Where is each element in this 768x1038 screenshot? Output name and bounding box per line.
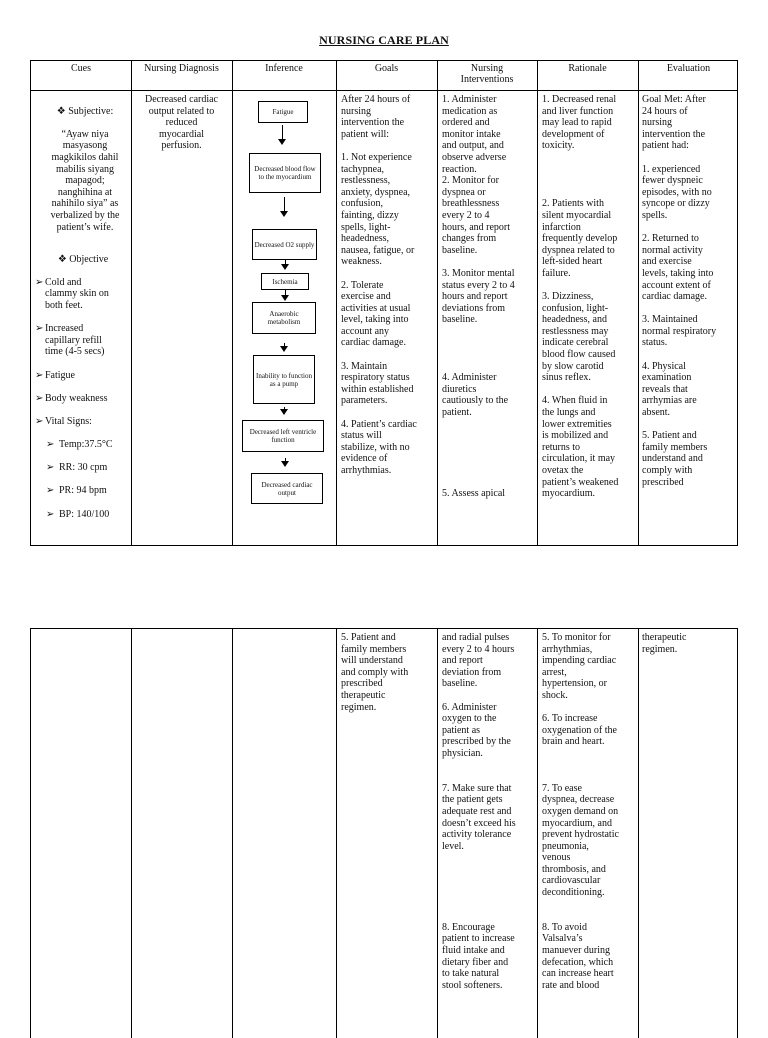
- cues-subjective: [39, 94, 131, 245]
- flow-box-fatigue: Fatigue: [258, 101, 308, 123]
- flow-box-anaerobic-metabolism: Anaerobic metabolism: [252, 302, 316, 334]
- care-plan-table-page2: [30, 628, 738, 1038]
- arrow-down-icon: [280, 346, 288, 352]
- diamond-bullet-icon: ❖: [56, 105, 66, 117]
- arrow-down-icon: [281, 295, 289, 301]
- arrow-bullet-icon: ➢: [46, 485, 55, 497]
- care-plan-table-page1: [30, 60, 738, 546]
- goals-text-continued: 5. Patient and family members will understand and comply with prescribed therapeutic regimen.: [341, 632, 409, 713]
- header-goals: Goals: [374, 63, 399, 74]
- objective-label: Objective: [69, 253, 109, 265]
- objective-item: ➢ Increased capillary refill time (4-5 secs): [35, 323, 105, 358]
- arrow-bullet-icon: ➢: [35, 415, 44, 427]
- evaluation-text: Goal Met: After 24 hours of nursing intervention the patient had: 1. experienced fewer dyspneic episodes, with no syncope or dizzy spells. 2. Returned to normal activity and exercise levels, taking into account extent of cardiac damage. 3. Maintained normal respiratory status. 4. Physical examination reveals that arrhymias are absent. 5. Patient and family members understand and comply with prescribed: [642, 94, 717, 488]
- cues-objective: [35, 242, 131, 532]
- evaluation-text-continued: therapeutic regimen.: [642, 632, 687, 655]
- vital-sign: ➢ Temp:37.5°C: [46, 439, 113, 451]
- interventions-text-continued: and radial pulses every 2 to 4 hours and report deviation from baseline. 6. Administer oxygen to the patient as prescribed by the physician. 7. Make sure that the patient gets adequate rest and doesn’t exceed his activity tolerance level. 8. Encourage patient to increase fluid intake and dietary fiber and to take natural stool softeners.: [442, 632, 516, 991]
- flow-box-decreased-lv-function: Decreased left ventricle function: [242, 420, 324, 452]
- interventions-text: 1. Administer medication as ordered and monitor intake and output, and observe adverse reaction. 2. Monitor for dyspnea or breathlessness every 2 to 4 hours, and report changes from baseline. 3. Monitor mental status every 2 to 4 hours and report deviations from baseline. 4. Administer diuretics cautiously to the patient. 5. Assess apical: [442, 94, 515, 500]
- arrow-bullet-icon: ➢: [46, 462, 55, 474]
- page-title: NURSING CARE PLAN: [319, 33, 449, 47]
- arrow-down-icon: [280, 409, 288, 415]
- subjective-text: “Ayaw niya masyasong magkikilos dahil mabilis siyang mapagod; nanghihina at nahihilo siya” as verbalized by the patient’s wife.: [50, 128, 120, 233]
- vital-sign: ➢ RR: 30 cpm: [46, 462, 108, 474]
- header-cues: Cues: [71, 63, 91, 74]
- objective-item: ➢ Fatigue: [35, 369, 75, 381]
- header-inference: Inference: [265, 63, 303, 74]
- flow-box-ischemia: Ischemia: [261, 273, 309, 290]
- arrow-down-icon: [278, 139, 286, 145]
- arrow-bullet-icon: ➢: [35, 276, 44, 288]
- flow-box-decreased-blood-flow: Decreased blood flow to the myocardium: [249, 153, 321, 193]
- header-nursing-interventions: Nursing Interventions: [460, 63, 514, 85]
- header-evaluation: Evaluation: [666, 63, 711, 74]
- arrow-down-icon: [281, 461, 289, 467]
- flow-box-decreased-cardiac-output: Decreased cardiac output: [251, 473, 323, 504]
- arrow-down-icon: [280, 211, 288, 217]
- flow-box-decreased-o2-supply: Decreased O2 supply: [252, 229, 317, 260]
- objective-item: ➢ Vital Signs:: [35, 415, 92, 427]
- arrow-bullet-icon: ➢: [35, 323, 44, 335]
- flow-box-inability-to-function: Inability to function as a pump: [253, 355, 315, 404]
- nursing-diagnosis-text: Decreased cardiac output related to reduced myocardial perfusion.: [145, 94, 218, 152]
- rationale-text: 1. Decreased renal and liver function may lead to rapid development of toxicity. 2. Patients with silent myocardial infarction frequently develop dyspnea related to left-sided heart failure. 3. Dizziness, confusion, light- headedness, and restlessness may indicate cerebral blood flow caused by slow carotid sinus reflex. 4. When fluid in the lungs and lower extremities is mobilized and returns to circulation, it may ovetax the patient’s weakened myocardium.: [542, 94, 619, 500]
- arrow-bullet-icon: ➢: [46, 508, 55, 520]
- objective-item: ➢ Cold and clammy skin on both feet.: [35, 276, 109, 311]
- diamond-bullet-icon: ❖: [57, 253, 67, 265]
- arrow-bullet-icon: ➢: [35, 369, 44, 381]
- vital-sign: ➢ PR: 94 bpm: [46, 485, 107, 497]
- arrow-bullet-icon: ➢: [46, 439, 55, 451]
- objective-item: ➢ Body weakness: [35, 392, 108, 404]
- header-rationale: Rationale: [568, 63, 607, 74]
- header-nursing-diagnosis: Nursing Diagnosis: [144, 63, 219, 74]
- vital-sign: ➢ BP: 140/100: [46, 508, 110, 520]
- arrow-bullet-icon: ➢: [35, 392, 44, 404]
- arrow-down-icon: [281, 264, 289, 270]
- goals-text: After 24 hours of nursing intervention the patient will: 1. Not experience tachypnea, restlessness, anxiety, dyspnea, confusion, fainting, dizzy spells, light- headedness, nausea, fatigue, or weakness. 2. Tolerate exercise and activities at usual level, taking into account any cardiac damage. 3. Maintain respiratory status within established parameters. 4. Patient’s cardiac status will stabilize, with no evidence of arrhythmias.: [341, 94, 417, 476]
- subjective-label: Subjective:: [68, 105, 114, 117]
- rationale-text-continued: 5. To monitor for arrhythmias, impending cardiac arrest, hypertension, or shock. 6. To increase oxygenation of the brain and heart. 7. To ease dyspnea, decrease oxygen demand on myocardium, and prevent hydrostatic pneumonia, venous thrombosis, and cardiovascular deconditioning. 8. To avoid Valsalva’s manuever during defecation, which can increase heart rate and blood: [542, 632, 619, 991]
